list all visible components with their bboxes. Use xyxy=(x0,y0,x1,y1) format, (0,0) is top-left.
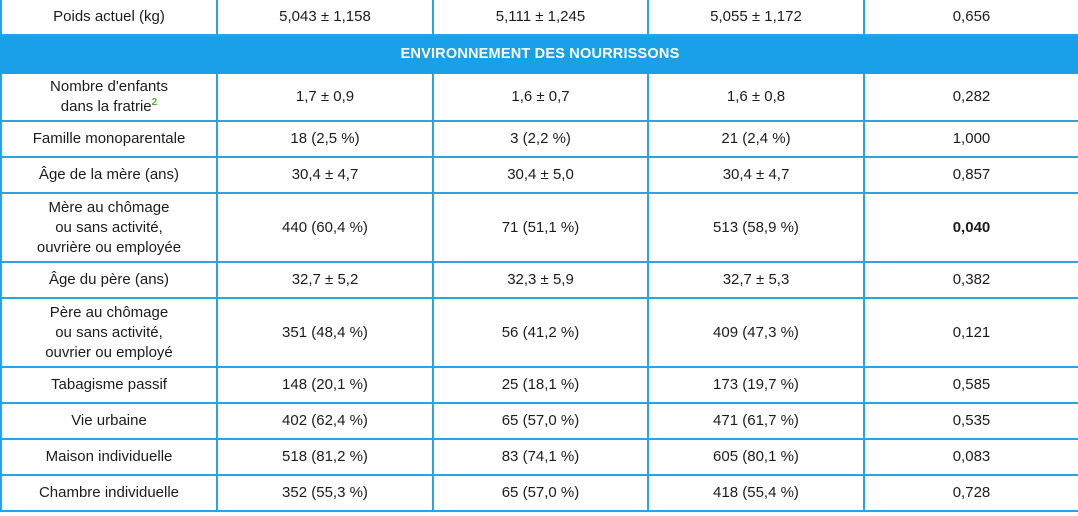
cell-value: 518 (81,2 %) xyxy=(217,439,433,475)
row-label-line: dans la fratrie xyxy=(60,98,152,115)
cell-p-value: 0,585 xyxy=(864,367,1078,403)
row-label: Âge du père (ans) xyxy=(1,262,217,298)
cell-p-value: 1,000 xyxy=(864,121,1078,157)
table-row xyxy=(1,403,1078,439)
row-label: Vie urbaine xyxy=(1,403,217,439)
row-label: Poids actuel (kg) xyxy=(1,0,217,35)
row-label-line: ouvrière ou employée xyxy=(36,238,182,256)
cell-value: 402 (62,4 %) xyxy=(217,403,433,439)
cell-p-value: 0,728 xyxy=(864,475,1078,511)
cell-value: 1,6 ± 0,7 xyxy=(433,73,648,121)
cell-p-value-significant: 0,040 xyxy=(864,193,1078,262)
row-label xyxy=(1,298,217,367)
row-label-line: ouvrier ou employé xyxy=(45,343,173,361)
cell-value: 148 (20,1 %) xyxy=(217,367,433,403)
cell-value: 65 (57,0 %) xyxy=(433,475,648,511)
table-row xyxy=(1,475,1078,511)
cell-value: 409 (47,3 %) xyxy=(648,298,864,367)
table-row xyxy=(1,73,1078,121)
cell-value: 32,3 ± 5,9 xyxy=(433,262,648,298)
cell-p-value: 0,121 xyxy=(864,298,1078,367)
row-label: Âge de la mère (ans) xyxy=(1,157,217,193)
cell-value: 30,4 ± 4,7 xyxy=(648,157,864,193)
row-label: Famille monoparentale xyxy=(1,121,217,157)
cell-value: 605 (80,1 %) xyxy=(648,439,864,475)
cell-value: 21 (2,4 %) xyxy=(648,121,864,157)
cell-value: 471 (61,7 %) xyxy=(648,403,864,439)
table-row xyxy=(1,157,1078,193)
cell-p-value: 0,382 xyxy=(864,262,1078,298)
row-label: Tabagisme passif xyxy=(1,367,217,403)
table-row xyxy=(1,0,1078,35)
cell-value: 71 (51,1 %) xyxy=(433,193,648,262)
cell-p-value: 0,857 xyxy=(864,157,1078,193)
cell-value: 83 (74,1 %) xyxy=(433,439,648,475)
cell-value: 440 (60,4 %) xyxy=(217,193,433,262)
cell-value: 56 (41,2 %) xyxy=(433,298,648,367)
cell-value: 418 (55,4 %) xyxy=(648,475,864,511)
table-row xyxy=(1,298,1078,367)
table-row xyxy=(1,439,1078,475)
cell-p-value: 0,535 xyxy=(864,403,1078,439)
row-label-line: Nombre d'enfants xyxy=(50,78,168,95)
cell-p-value: 0,282 xyxy=(864,73,1078,121)
cell-value: 1,6 ± 0,8 xyxy=(648,73,864,121)
cell-value: 18 (2,5 %) xyxy=(217,121,433,157)
row-label: Maison individuelle xyxy=(1,439,217,475)
cell-value: 25 (18,1 %) xyxy=(433,367,648,403)
row-label-line: ou sans activité, xyxy=(55,218,163,236)
cell-value: 65 (57,0 %) xyxy=(433,403,648,439)
cell-value: 352 (55,3 %) xyxy=(217,475,433,511)
cell-value: 173 (19,7 %) xyxy=(648,367,864,403)
cell-value: 5,111 ± 1,245 xyxy=(433,0,648,35)
cell-value: 513 (58,9 %) xyxy=(648,193,864,262)
table-row xyxy=(1,193,1078,262)
table-row xyxy=(1,121,1078,157)
cell-p-value: 0,656 xyxy=(864,0,1078,35)
cell-value: 32,7 ± 5,3 xyxy=(648,262,864,298)
cell-value: 32,7 ± 5,2 xyxy=(217,262,433,298)
row-label-line: ou sans activité, xyxy=(55,323,163,341)
row-label xyxy=(1,193,217,262)
row-label-line: Mère au chômage xyxy=(48,198,170,216)
cell-value: 5,043 ± 1,158 xyxy=(217,0,433,35)
cell-value: 351 (48,4 %) xyxy=(217,298,433,367)
cell-p-value: 0,083 xyxy=(864,439,1078,475)
cell-value: 30,4 ± 4,7 xyxy=(217,157,433,193)
cell-value: 30,4 ± 5,0 xyxy=(433,157,648,193)
section-header-row xyxy=(1,35,1078,73)
cell-value: 5,055 ± 1,172 xyxy=(648,0,864,35)
row-label: Chambre individuelle xyxy=(1,475,217,511)
row-label xyxy=(1,73,217,121)
table-row xyxy=(1,262,1078,298)
section-title: ENVIRONNEMENT DES NOURRISSONS xyxy=(1,35,1078,73)
cell-value: 1,7 ± 0,9 xyxy=(217,73,433,121)
table-row xyxy=(1,367,1078,403)
row-label-line: Père au chômage xyxy=(49,303,169,321)
footnote-marker: 2 xyxy=(151,97,158,108)
cell-value: 3 (2,2 %) xyxy=(433,121,648,157)
